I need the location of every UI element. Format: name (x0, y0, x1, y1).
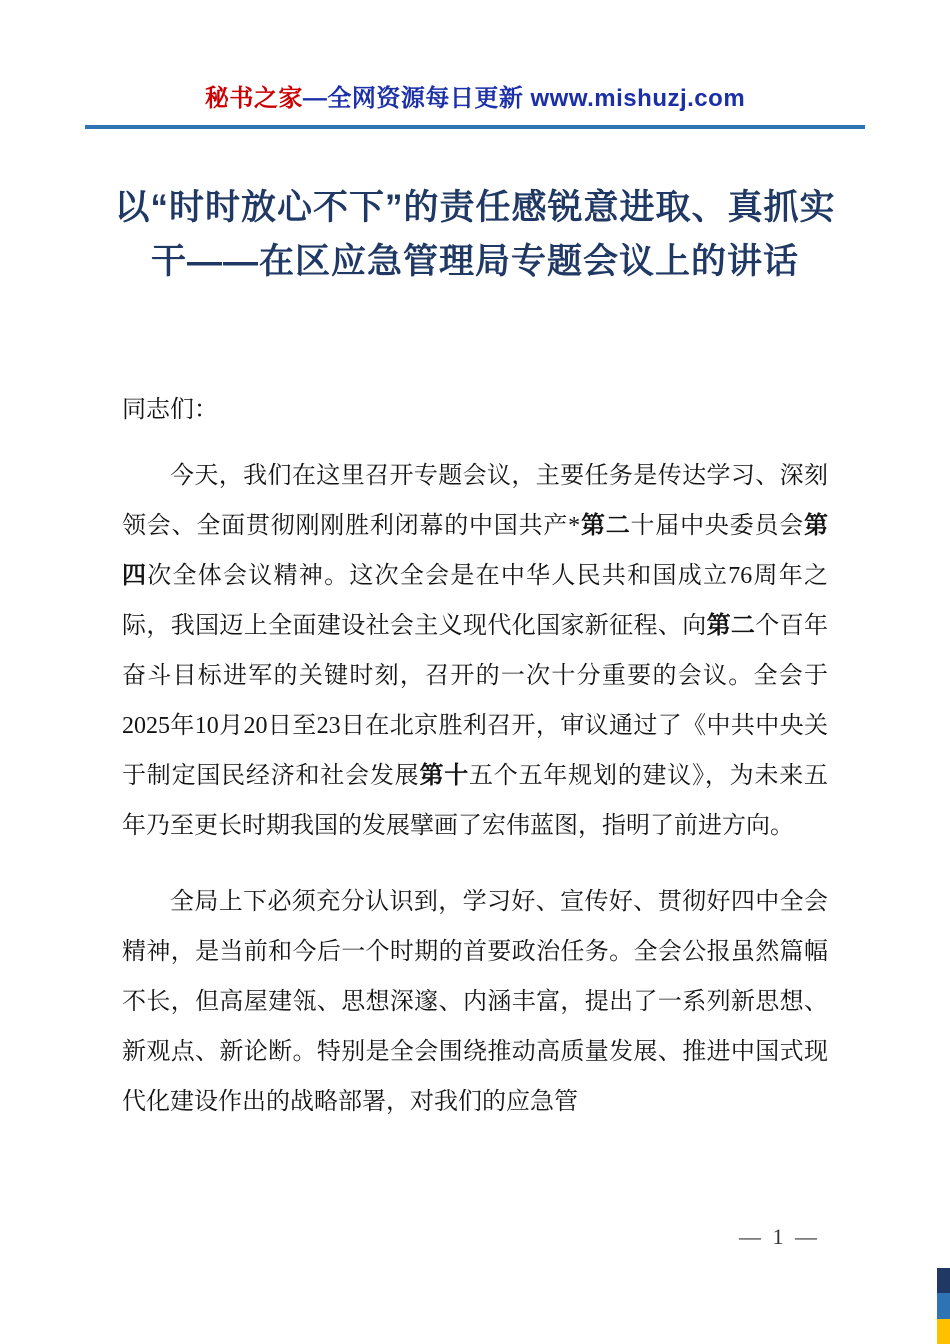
text-run: 五个五年规划的建议》，为未来五年乃至更长时期我国的发展擘画了宏伟蓝图，指明了前进方向。 (122, 762, 829, 839)
paragraph (122, 451, 828, 851)
site-url: www.mishuzj.com (530, 85, 746, 112)
page-number: — 1 — (739, 1224, 820, 1249)
edge-strip-blue-segment (937, 1293, 950, 1318)
salutation: 同志们： (122, 396, 218, 423)
text-run: 今天，我们在这里召开专题会议，主要任务是传达学习、深刻领会、全面贯彻刚刚胜利闭幕的中国共产* (122, 462, 828, 539)
text-run: 十届中央委员会 (630, 512, 805, 539)
site-header-text (0, 78, 950, 113)
text-run: 个百年奋斗目标进军的关键时刻，召开的一次十分重要的会议。全会于2025年10月20日至23日在北京胜利召开，审议通过了《中共中央关于制定国民经济和社会发展 (122, 612, 829, 789)
bold-text-run: 第十 (419, 762, 470, 789)
decorative-edge-strip (937, 1268, 950, 1344)
bold-text-run: 第二 (706, 612, 756, 639)
text-run: 次全体会议精神。这次全会是在中华人民共和国成立76周年之际，我国迈上全面建设社会主义现代化国家新征程、向 (122, 562, 829, 639)
paragraphs-container (122, 451, 828, 1127)
text-run: 全局上下必须充分认识到，学习好、宣传好、贯彻好四中全会精神，是当前和今后一个时期的首要政治任务。全会公报虽然篇幅不长，但高屋建瓴、思想深邃、内涵丰富，提出了一系列新思想、新观点、新论断。特别是全会围绕推动高质量发展、推进中国式现代化建设作出的战略部署，对我们的应急管 (122, 888, 828, 1115)
edge-strip-yellow-segment (937, 1319, 950, 1344)
edge-strip-navy-segment (937, 1268, 950, 1293)
bold-text-run: 第四 (122, 512, 829, 589)
document-title: 以“时时放心不下”的责任感锐意进取、真抓实干——在区应急管理局专题会议上的讲话 (114, 188, 836, 282)
document-body (122, 385, 828, 1127)
paragraph (122, 877, 828, 1127)
header-divider (85, 125, 865, 129)
bold-text-run: 第二 (580, 512, 631, 539)
site-brand: 秘书之家 (204, 85, 303, 112)
site-tagline: —全网资源每日更新 (302, 85, 531, 112)
site-header (0, 0, 950, 129)
